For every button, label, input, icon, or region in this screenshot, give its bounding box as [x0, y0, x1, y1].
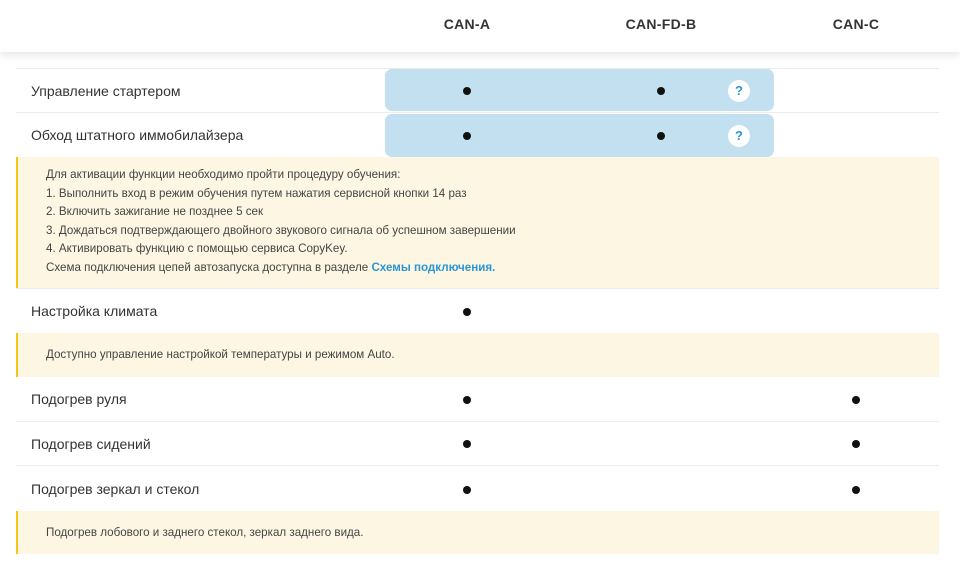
mirrors-note: Подогрев лобового и заднего стекол, зеркал заднего вида.	[16, 511, 939, 554]
highlight-cell	[385, 69, 774, 111]
supported-dot-can-a	[463, 308, 471, 316]
highlight-cell	[385, 114, 774, 157]
row-label: Подогрев сидений	[31, 435, 151, 452]
schemes-link[interactable]: Схемы подключения.	[371, 260, 496, 274]
note-line: 1. Выполнить вход в режим обучения путем нажатия сервисной кнопки 14 раз	[46, 186, 467, 200]
activation-note	[16, 157, 939, 288]
note-line	[46, 259, 939, 278]
supported-dot-can-a	[463, 440, 471, 448]
climate-note: Доступно управление настройкой температуры и режимом Auto.	[16, 333, 939, 377]
row-label: Подогрев зеркал и стекол	[31, 480, 200, 497]
table-row-seats	[16, 422, 939, 465]
table-header	[0, 0, 960, 52]
note-line: 4. Активировать функцию с помощью сервиса CopyKey.	[46, 242, 348, 256]
note-line: 3. Дождаться подтверждающего двойного звукового сигнала об успешном завершении	[46, 223, 516, 237]
supported-dot-can-fd-b	[657, 87, 665, 95]
help-icon[interactable]: ?	[728, 125, 750, 147]
row-label: Подогрев руля	[31, 391, 127, 407]
row-label: Управление стартером	[31, 82, 181, 99]
table-row-climate	[16, 289, 939, 333]
column-header-can-a: CAN-A	[443, 16, 491, 32]
supported-dot-can-c	[852, 396, 860, 404]
table-row-wheel	[16, 377, 939, 421]
supported-dot-can-a	[463, 486, 471, 494]
note-line: Для активации функции необходимо пройти процедуру обучения:	[46, 168, 401, 181]
scheme-text: Схема подключения цепей автозапуска доступна в разделе	[46, 260, 372, 274]
row-label: Настройка климата	[31, 303, 158, 319]
table-row-mirrors	[16, 466, 939, 511]
column-header-can-c: CAN-C	[832, 16, 880, 32]
column-header-can-fd-b: CAN-FD-B	[625, 16, 697, 32]
supported-dot-can-c	[852, 486, 860, 494]
row-label: Обход штатного иммобилайзера	[31, 127, 244, 143]
supported-dot-can-fd-b	[657, 132, 665, 140]
supported-dot-can-a	[463, 87, 471, 95]
supported-dot-can-a	[463, 396, 471, 404]
help-icon[interactable]: ?	[728, 80, 750, 102]
supported-dot-can-c	[852, 440, 860, 448]
note-line: 2. Включить зажигание не позднее 5 сек	[46, 205, 264, 219]
supported-dot-can-a	[463, 132, 471, 140]
